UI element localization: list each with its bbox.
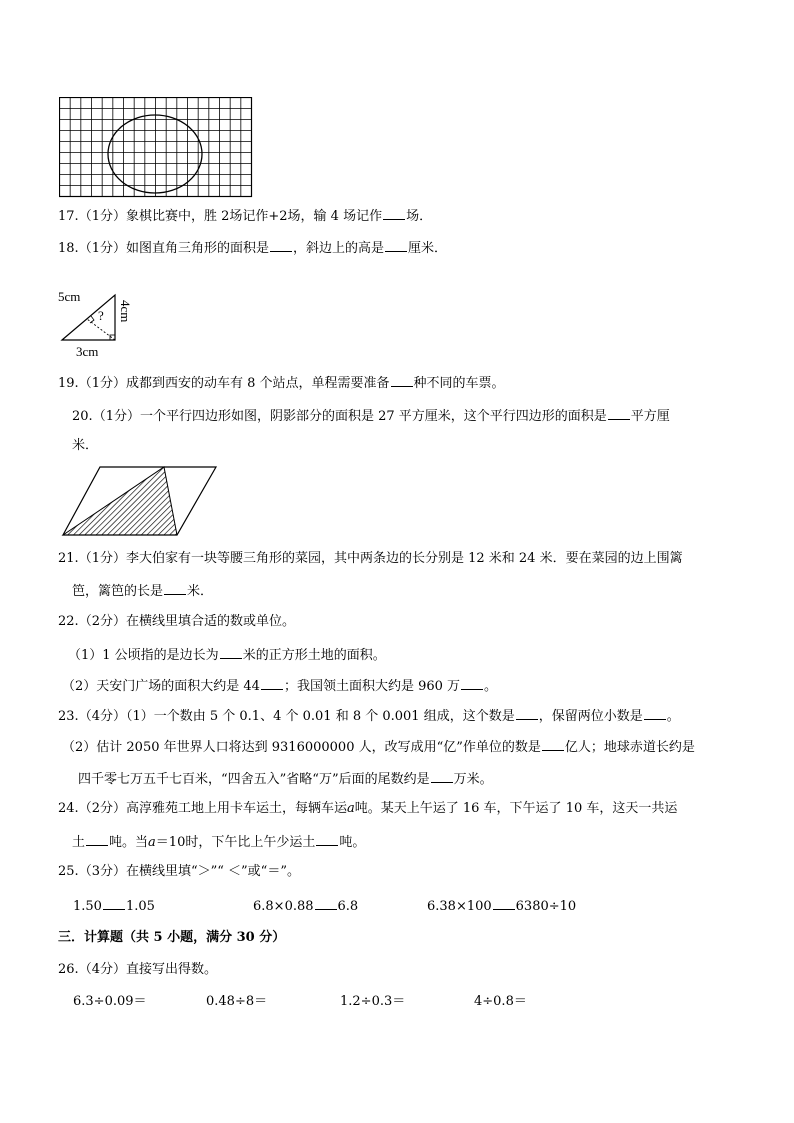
question-score: （3分） — [78, 864, 126, 879]
base-label: 3cm — [76, 344, 99, 359]
question-23-part-2: （2）估计 2050 年世界人口将达到 9316000000 人，改写成用“亿”作单位的数是 亿人；地球赤道长约是 — [62, 737, 695, 757]
answer-blank[interactable] — [493, 896, 515, 910]
question-score: （4分） — [78, 962, 126, 977]
question-number: 25. — [58, 864, 79, 879]
answer-blank[interactable] — [385, 238, 407, 252]
answer-blank[interactable] — [461, 676, 483, 690]
right-triangle-figure — [56, 283, 146, 361]
question-number: 20. — [72, 409, 93, 424]
answer-blank[interactable] — [270, 238, 292, 252]
question-score: （2分） — [78, 801, 126, 816]
calc-item-1: 6.3÷0.09＝ — [73, 994, 147, 1009]
question-25: 25.（3分）在横线里填“＞”“ ＜”或“＝”。 — [58, 864, 300, 879]
compare-item-2: 6.8×0.88 6.8 — [253, 896, 358, 916]
question-number: 18. — [58, 241, 79, 256]
height-unknown-label: ? — [98, 308, 104, 323]
question-22-part-1: （1）1 公顷指的是边长为 米的正方形土地的面积。 — [68, 645, 386, 665]
question-score: （1分） — [78, 376, 126, 391]
question-21: 21.（1分）李大伯家有一块等腰三角形的菜园，其中两条边的长分别是 12 米和 24 米．要在菜园的边上围篱 — [58, 551, 683, 566]
question-number: 17. — [58, 209, 79, 224]
answer-blank[interactable] — [431, 769, 453, 783]
question-number: 19. — [58, 376, 79, 391]
question-score: （1分） — [92, 409, 140, 424]
question-18: 18.（1分）如图直角三角形的面积是 ，斜边上的高是 厘米． — [58, 238, 447, 258]
question-20: 20.（1分）一个平行四边形如图，阴影部分的面积是 27 平方厘米，这个平行四边形的面积是 平方厘 — [72, 406, 670, 426]
compare-item-1: 1.50 1.05 — [73, 896, 155, 916]
variable-a: a — [346, 801, 355, 816]
question-score: （1分） — [78, 551, 126, 566]
answer-blank[interactable] — [516, 706, 538, 720]
grid-ellipse-figure — [59, 97, 253, 198]
question-number: 21. — [58, 551, 79, 566]
calc-item-3: 1.2÷0.3＝ — [340, 994, 406, 1009]
section-title: 三．计算题（共 5 小题，满分 30 分） — [58, 930, 286, 945]
answer-blank[interactable] — [608, 406, 630, 420]
question-21-cont: 笆，篱笆的长是 米． — [72, 581, 213, 601]
question-number: 24. — [58, 801, 79, 816]
question-score: （1分） — [78, 209, 126, 224]
answer-blank[interactable] — [542, 737, 564, 751]
question-score: （2分） — [78, 614, 126, 629]
answer-blank[interactable] — [316, 832, 338, 846]
answer-blank[interactable] — [103, 896, 125, 910]
shaded-triangle — [63, 467, 177, 535]
answer-blank[interactable] — [315, 896, 337, 910]
answer-blank[interactable] — [261, 676, 283, 690]
answer-blank[interactable] — [391, 373, 413, 387]
question-20-cont: 米． — [72, 438, 99, 453]
question-23-part-2-cont: 四千零七万五千七百米，“四舍五入”省略“万”后面的尾数约是 万米。 — [78, 769, 493, 789]
answer-blank[interactable] — [644, 706, 666, 720]
hypotenuse-label: 5cm — [58, 289, 81, 304]
question-24-cont: 土 吨。当a＝10时，下午比上午少运土 吨。 — [72, 832, 365, 852]
question-number: 22. — [58, 614, 79, 629]
variable-a: a — [148, 835, 156, 850]
calc-item-2: 0.48÷8＝ — [206, 994, 268, 1009]
question-score: （1分） — [78, 241, 126, 256]
question-23: 23.（4分）（1）一个数由 5 个 0.1、4 个 0.01 和 8 个 0.001 组成，这个数是 ，保留两位小数是 。 — [58, 706, 680, 726]
leg-label: 4cm — [118, 300, 133, 323]
parallelogram-figure — [59, 464, 219, 538]
answer-blank[interactable] — [86, 832, 108, 846]
question-24: 24.（2分）高淳雅苑工地上用卡车运土，每辆车运a吨。某天上午运了 16 车，下午运了 10 车，这天一共运 — [58, 801, 678, 816]
question-26: 26.（4分）直接写出得数。 — [58, 962, 217, 977]
question-19: 19.（1分）成都到西安的动车有 8 个站点，单程需要准备 种不同的车票。 — [58, 373, 505, 393]
question-22-part-2: （2）天安门广场的面积大约是 44 ；我国领土面积大约是 960 万 。 — [62, 676, 497, 696]
question-17: 17.（1分）象棋比赛中，胜 2场记作+2场，输 4 场记作 场． — [58, 206, 432, 226]
question-score: （4分） — [78, 709, 126, 724]
question-number: 26. — [58, 962, 79, 977]
question-number: 23. — [58, 709, 79, 724]
answer-blank[interactable] — [220, 645, 242, 659]
answer-blank[interactable] — [383, 206, 405, 220]
answer-blank[interactable] — [164, 581, 186, 595]
compare-item-3: 6.38×100 6380÷10 — [427, 896, 576, 916]
calc-item-4: 4÷0.8＝ — [474, 994, 527, 1009]
question-22: 22.（2分）在横线里填合适的数或单位。 — [58, 614, 295, 629]
